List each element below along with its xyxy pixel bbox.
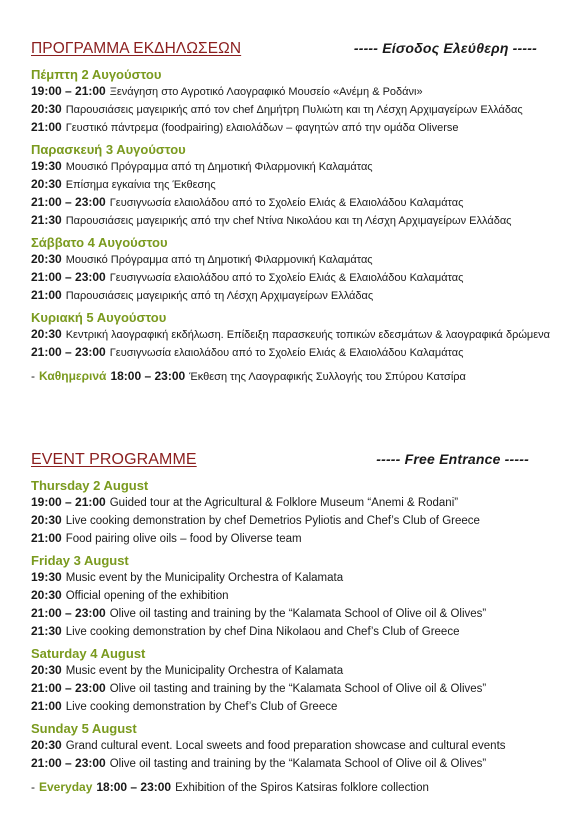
english-programme-section <box>31 451 561 797</box>
event-time: 18:00 – 23:00 <box>96 780 172 794</box>
event-time: 21:00 <box>31 531 62 545</box>
event-time: 21:00 – 23:00 <box>31 681 106 695</box>
event-description: Live cooking demonstration by chef Demetrios Pyliotis and Chef’s Club of Greece <box>65 515 480 527</box>
english-event-row <box>31 755 561 773</box>
greek-event-row <box>31 344 561 362</box>
english-event-row <box>31 662 561 680</box>
event-description: Γευστικό πάντρεμα (foodpairing) ελαιολάδων – φαγητών από την ομάδα Oliverse <box>65 122 459 134</box>
everyday-label: Καθημερινά <box>39 369 107 383</box>
event-description: Food pairing olive oils – food by Oliverse team <box>65 533 302 545</box>
event-time: 19:00 – 21:00 <box>31 84 106 98</box>
event-time: 21:00 <box>31 120 62 134</box>
greek-event-row <box>31 212 561 230</box>
event-description: Μουσικό Πρόγραμμα από τη Δημοτική Φιλαρμονική Καλαμάτας <box>65 161 373 173</box>
event-description: Παρουσιάσεις μαγειρικής από την chef Ντίνα Νικολάου και τη Λέσχη Αρχιμαγείρων Ελλάδας <box>65 215 512 227</box>
english-event-row <box>31 494 561 512</box>
greek-day-heading: Σάββατο 4 Αυγούστου <box>31 235 168 250</box>
event-time: 21:00 – 23:00 <box>31 270 106 284</box>
event-time: 20:30 <box>31 663 62 677</box>
event-description: Exhibition of the Spiros Katsiras folklore collection <box>175 782 429 794</box>
english-event-row <box>31 569 561 587</box>
everyday-dash: - <box>31 780 35 794</box>
greek-event-row <box>31 83 561 101</box>
greek-event-row <box>31 251 561 269</box>
event-description: Κεντρική λαογραφική εκδήλωση. Επίδειξη παρασκευής τοπικών εδεσμάτων & λαογραφικά δρώμενα <box>65 329 551 341</box>
event-time: 19:30 <box>31 570 62 584</box>
event-description: Ξενάγηση στο Αγροτικό Λαογραφικό Μουσείο «Ανέμη & Ροδάνι» <box>109 86 423 98</box>
event-time: 20:30 <box>31 177 62 191</box>
event-time: 18:00 – 23:00 <box>110 369 186 383</box>
event-time: 21:00 – 23:00 <box>31 606 106 620</box>
english-everyday-row <box>31 779 561 797</box>
english-heading-row <box>31 451 561 473</box>
greek-event-row <box>31 287 561 305</box>
english-event-row <box>31 512 561 530</box>
english-event-row <box>31 605 561 623</box>
english-free-entrance-note: ----- Free Entrance ----- <box>376 451 529 467</box>
english-event-row <box>31 530 561 548</box>
event-time: 20:30 <box>31 588 62 602</box>
event-time: 20:30 <box>31 513 62 527</box>
event-description: Έκθεση της Λαογραφικής Συλλογής του Σπύρου Κατσίρα <box>189 371 466 383</box>
english-event-row <box>31 587 561 605</box>
english-event-row <box>31 737 561 755</box>
greek-everyday-row <box>31 368 561 386</box>
event-description: Γευσιγνωσία ελαιολάδου από το Σχολείο Ελιάς & Ελαιολάδου Καλαμάτας <box>109 347 464 359</box>
greek-free-entrance-note: ----- Είσοδος Ελεύθερη ----- <box>353 40 537 56</box>
greek-event-row <box>31 101 561 119</box>
english-event-row <box>31 680 561 698</box>
greek-event-row <box>31 119 561 137</box>
everyday-dash: - <box>31 369 35 383</box>
event-description: Music event by the Municipality Orchestra of Kalamata <box>65 572 344 584</box>
event-description: Γευσιγνωσία ελαιολάδου από το Σχολείο Ελιάς & Ελαιολάδου Καλαμάτας <box>109 272 464 284</box>
greek-day-heading: Κυριακή 5 Αυγούστου <box>31 310 167 325</box>
greek-day-heading: Πέμπτη 2 Αυγούστου <box>31 67 162 82</box>
event-description: Επίσημα εγκαίνια της Έκθεσης <box>65 179 216 191</box>
event-description: Live cooking demonstration by Chef’s Club of Greece <box>65 701 338 713</box>
event-description: Official opening of the exhibition <box>65 590 229 602</box>
greek-heading-row <box>31 40 561 62</box>
event-time: 19:00 – 21:00 <box>31 495 106 509</box>
english-programme-title: EVENT PROGRAMME <box>31 451 197 468</box>
greek-programme-section <box>31 40 561 386</box>
event-description: Παρουσιάσεις μαγειρικής από τον chef Δημήτρη Πυλιώτη και τη Λέσχη Αρχιμαγείρων Ελλάδας <box>65 104 523 116</box>
english-day-heading: Sunday 5 August <box>31 721 137 736</box>
event-time: 20:30 <box>31 738 62 752</box>
event-time: 20:30 <box>31 252 62 266</box>
english-event-row <box>31 698 561 716</box>
english-event-row <box>31 623 561 641</box>
english-day-heading: Thursday 2 August <box>31 478 149 493</box>
event-description: Music event by the Municipality Orchestra of Kalamata <box>65 665 344 677</box>
greek-event-row <box>31 194 561 212</box>
event-time: 21:30 <box>31 213 62 227</box>
event-description: Grand cultural event. Local sweets and food preparation showcase and cultural events <box>65 740 506 752</box>
event-description: Olive oil tasting and training by the “Kalamata School of Olive oil & Olives” <box>109 758 487 770</box>
event-description: Γευσιγνωσία ελαιολάδου από το Σχολείο Ελιάς & Ελαιολάδου Καλαμάτας <box>109 197 464 209</box>
event-time: 21:00 – 23:00 <box>31 345 106 359</box>
english-day-heading: Saturday 4 August <box>31 646 146 661</box>
event-description: Παρουσιάσεις μαγειρικής από τη Λέσχη Αρχιμαγείρων Ελλάδας <box>65 290 374 302</box>
event-time: 20:30 <box>31 327 62 341</box>
event-time: 21:00 <box>31 699 62 713</box>
event-time: 21:00 <box>31 288 62 302</box>
event-time: 19:30 <box>31 159 62 173</box>
greek-event-row <box>31 326 561 344</box>
event-time: 21:30 <box>31 624 62 638</box>
event-time: 20:30 <box>31 102 62 116</box>
greek-event-row <box>31 158 561 176</box>
everyday-label: Everyday <box>39 780 93 794</box>
event-description: Guided tour at the Agricultural & Folklore Museum “Anemi & Rodani” <box>109 497 459 509</box>
greek-event-row <box>31 269 561 287</box>
greek-day-heading: Παρασκευή 3 Αυγούστου <box>31 142 186 157</box>
event-description: Μουσικό Πρόγραμμα από τη Δημοτική Φιλαρμονική Καλαμάτας <box>65 254 373 266</box>
event-time: 21:00 – 23:00 <box>31 195 106 209</box>
greek-event-row <box>31 176 561 194</box>
event-description: Olive oil tasting and training by the “Kalamata School of Olive oil & Olives” <box>109 608 487 620</box>
event-time: 21:00 – 23:00 <box>31 756 106 770</box>
english-day-heading: Friday 3 August <box>31 553 129 568</box>
event-description: Olive oil tasting and training by the “Kalamata School of Olive oil & Olives” <box>109 683 487 695</box>
event-description: Live cooking demonstration by chef Dina Nikolaou and Chef’s Club of Greece <box>65 626 460 638</box>
greek-programme-title: ΠΡΟΓΡΑΜΜΑ ΕΚΔΗΛΩΣΕΩΝ <box>31 40 242 57</box>
